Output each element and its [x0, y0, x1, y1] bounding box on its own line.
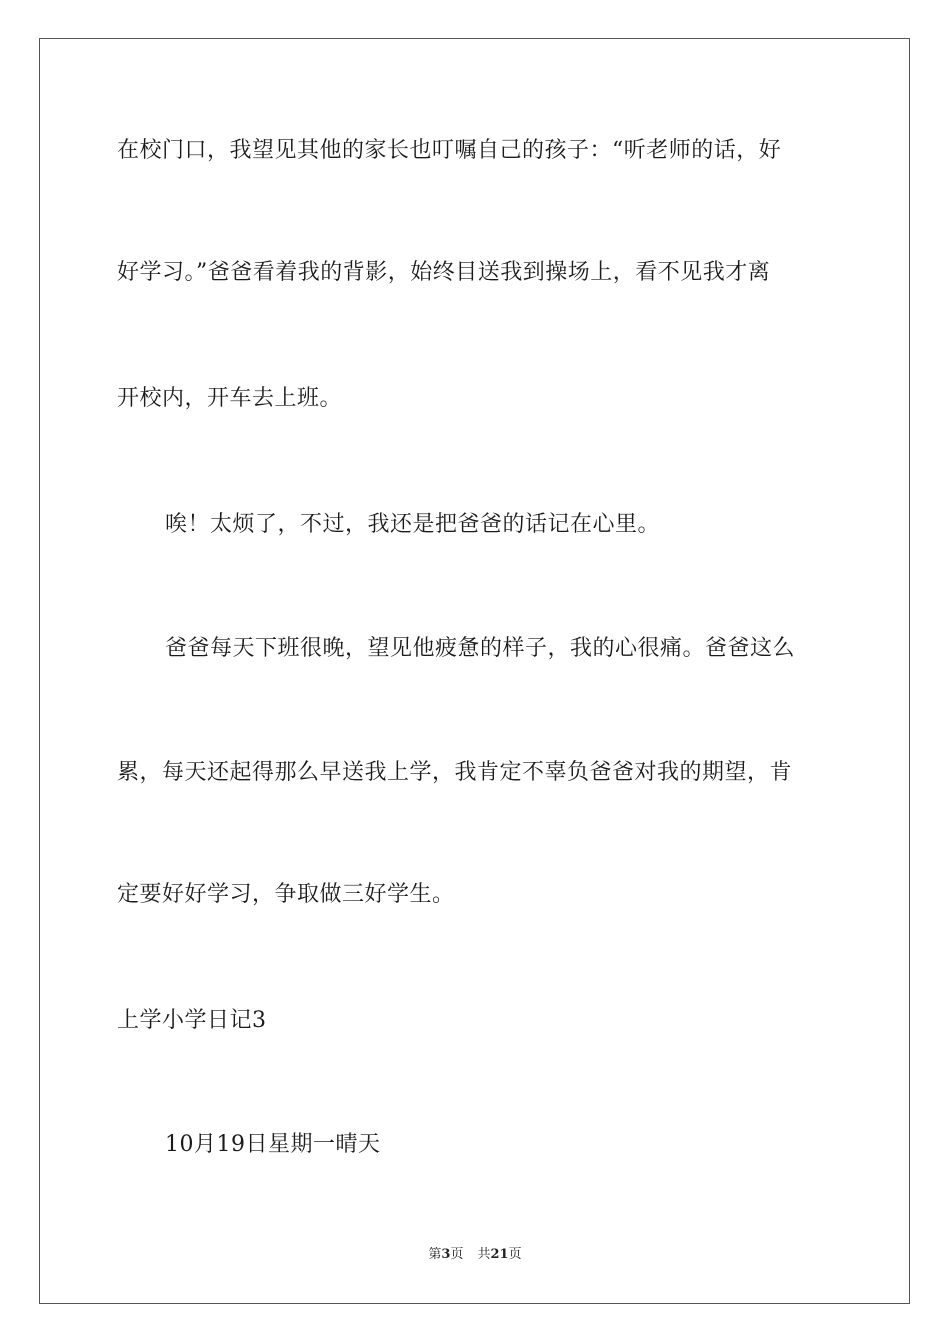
footer-total-suffix: 页 [508, 1247, 522, 1262]
paragraph-line: 爸爸每天下班很晚，望见他疲惫的样子，我的心很痛。爸爸这么 [165, 636, 796, 661]
page-border [39, 38, 910, 1304]
footer-total-prefix: 共 [477, 1247, 491, 1262]
date-line: 10月19日星期一晴天 [165, 1132, 381, 1157]
page-footer [0, 1246, 950, 1264]
footer-page-suffix: 页 [450, 1247, 464, 1262]
footer-page-prefix: 第 [428, 1247, 442, 1262]
paragraph-line: 定要好好学习，争取做三好学生。 [117, 882, 455, 907]
paragraph-line: 好学习。”爸爸看着我的背影，始终目送我到操场上，看不见我才离 [117, 260, 771, 285]
paragraph-line: 唉！太烦了，不过，我还是把爸爸的话记在心里。 [165, 512, 661, 537]
section-heading: 上学小学日记3 [117, 1008, 267, 1033]
paragraph-line: 开校内，开车去上班。 [117, 386, 343, 411]
paragraph-line: 在校门口，我望见其他的家长也叮嘱自己的孩子：“听老师的话，好 [117, 138, 782, 163]
footer-page-number: 3 [441, 1247, 451, 1262]
footer-total-pages: 21 [490, 1247, 509, 1262]
paragraph-line: 累，每天还起得那么早送我上学，我肯定不辜负爸爸对我的期望，肯 [117, 760, 793, 785]
